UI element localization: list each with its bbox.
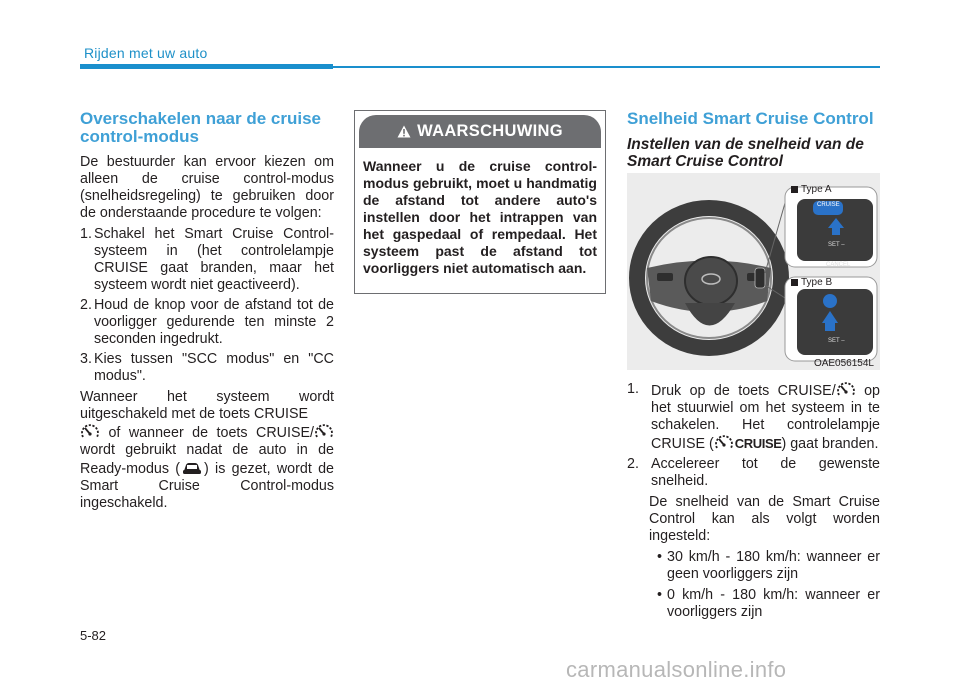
list-item: 1. Druk op de toets CRUISE/ op het stuurwiel om het systeem in te schakelen. Het controlelampje CRUISE ( CRUISE ) gaat branden. xyxy=(627,381,880,452)
header-rule-thin xyxy=(333,66,880,68)
list-item: • 0 km/h - 180 km/h: wanneer er voorliggers zijn xyxy=(657,587,880,620)
watermark-text: carmanualsonline.info xyxy=(566,657,787,682)
left-column xyxy=(80,110,334,512)
cruise-speedometer-icon xyxy=(836,381,856,399)
figure-code: OAE056154L xyxy=(813,358,874,369)
right-column xyxy=(627,110,880,178)
warning-text: Wanneer u de cruise control-modus gebruikt, moet u handmatig de afstand tot andere auto's instellen door het intrappen van het gaspedaal of rempedaal. Het systeem past de afstand tot voorliggers niet automatisch aan. xyxy=(363,158,597,276)
set-button-label-b: SET – xyxy=(828,338,845,344)
cancel-button-label: CANCEL xyxy=(826,262,851,268)
left-section-title: Overschakelen naar de cruise control-modus xyxy=(80,109,321,146)
list-item: 3. Kies tussen "SCC modus" en "CC modus". xyxy=(80,351,334,384)
left-steps xyxy=(80,226,334,385)
left-outro: Wanneer het systeem wordt uitgeschakeld met de toets CRUISE of wanneer de toets CRUISE/ wordt gebruikt nadat de auto in de Ready-modus ( ) is gezet, wordt de Smart Cruise Control-modus ingeschakeld. xyxy=(80,389,334,511)
step2-detail: De snelheid van de Smart Cruise Control kan als volgt worden ingesteld: xyxy=(649,494,880,544)
list-item: • 30 km/h - 180 km/h: wanneer er geen voorliggers zijn xyxy=(657,549,880,582)
right-steps xyxy=(627,381,880,621)
set-button-label-a: SET – xyxy=(828,242,845,248)
cruise-speedometer-icon xyxy=(714,434,734,452)
warning-box xyxy=(354,110,606,294)
type-b-label: Type B xyxy=(791,277,832,288)
warning-heading: WAARSCHUWING xyxy=(417,122,563,140)
left-intro: De bestuurder kan ervoor kiezen om alleen de cruise control-modus (snelheidsregeling) te gebruiken door de onderstaande procedure te volgen: xyxy=(80,154,334,221)
right-subtitle: Instellen van de snelheid van de Smart Cruise Control xyxy=(627,136,864,170)
page-number: 5-82 xyxy=(80,628,107,643)
header-rule-thick xyxy=(80,64,333,69)
warning-header xyxy=(359,115,601,148)
warning-triangle-icon xyxy=(397,125,411,138)
cruise-indicator-badge: CRUISE xyxy=(714,434,782,452)
ready-car-icon xyxy=(180,459,204,477)
list-item: 1. Schakel het Smart Cruise Control-systeem in (het controlelampje CRUISE gaat branden, maar het systeem wordt niet geactiveerd). xyxy=(80,226,334,293)
steering-wheel-figure xyxy=(627,173,880,370)
cruise-speedometer-icon xyxy=(314,423,334,441)
cruise-speedometer-icon xyxy=(80,423,100,441)
section-title: Rijden met uw auto xyxy=(84,45,208,61)
list-item: 2. Houd de knop voor de afstand tot de voorligger gedurende ten minste 2 seconden ingedrukt. xyxy=(80,297,334,347)
right-section-title: Snelheid Smart Cruise Control xyxy=(627,109,874,128)
cruise-button-label: CRUISE xyxy=(817,202,840,208)
list-item: 2. Accelereer tot de gewenste snelheid. xyxy=(627,456,880,489)
type-a-label: Type A xyxy=(791,184,832,195)
